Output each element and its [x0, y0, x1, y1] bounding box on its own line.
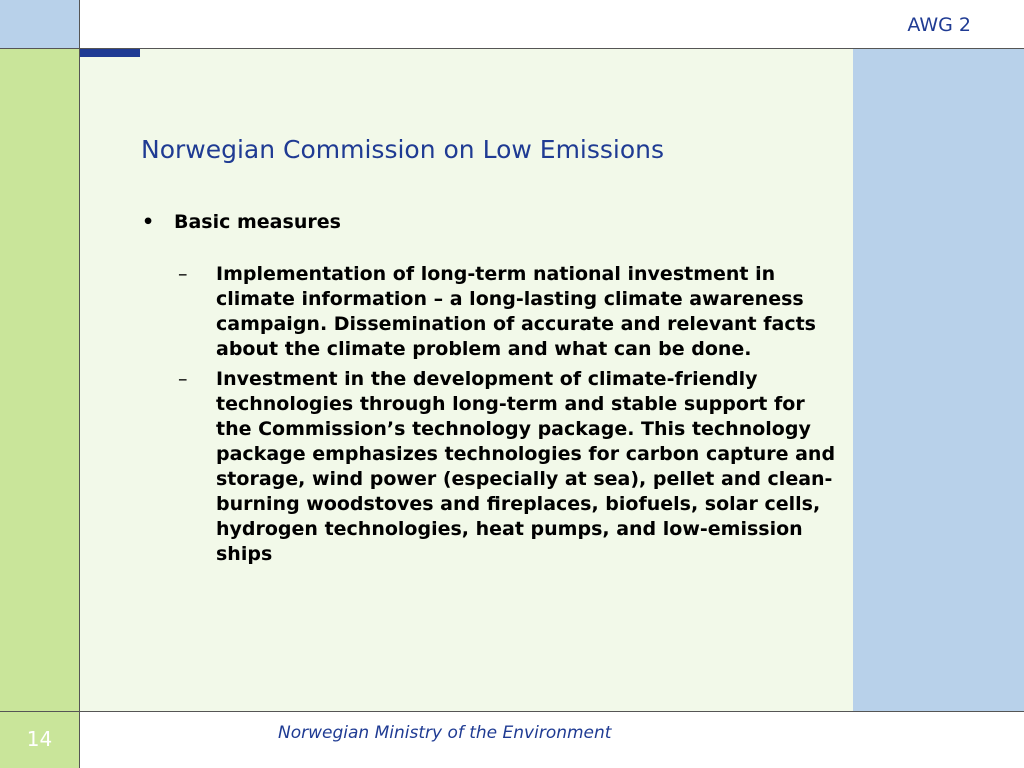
bullet-marker: • [142, 211, 155, 233]
left-decorative-strip [0, 49, 79, 711]
slide-title: Norwegian Commission on Low Emissions [141, 135, 665, 164]
title-accent-bar [80, 49, 140, 57]
sub-bullet-marker: – [178, 368, 188, 390]
header-label: AWG 2 [907, 14, 971, 36]
corner-block-top-left [0, 0, 79, 48]
footer-organization: Norwegian Ministry of the Environment [278, 723, 612, 743]
bullet-item [140, 208, 845, 236]
vertical-divider [79, 0, 80, 768]
footer-divider [0, 711, 1024, 712]
header-bar [80, 0, 1024, 48]
sub-bullet-item [174, 367, 845, 567]
bullet-text: Basic measures [174, 211, 341, 233]
sub-bullet-marker: – [178, 263, 188, 285]
slide-body [140, 208, 845, 572]
sub-bullet-text: Investment in the development of climate-friendly technologies through long-term and stable support for the Commission’s technology package. This technology package emphasizes technologies for carbon capture and storage, wind power (especially at sea), pellet and clean-burning woodstoves and fireplaces, biofuels, solar cells, hydrogen technologies, heat pumps, and low-emission ships [216, 368, 836, 565]
page-number: 14 [26, 727, 53, 751]
header-divider [0, 48, 1024, 49]
sub-bullet-item [174, 262, 845, 362]
right-decorative-strip [853, 49, 1024, 711]
sub-bullet-text: Implementation of long-term national investment in climate information – a long-lasting climate awareness campaign. Dissemination of accurate and relevant facts about the climate problem and what can be done. [216, 263, 816, 360]
